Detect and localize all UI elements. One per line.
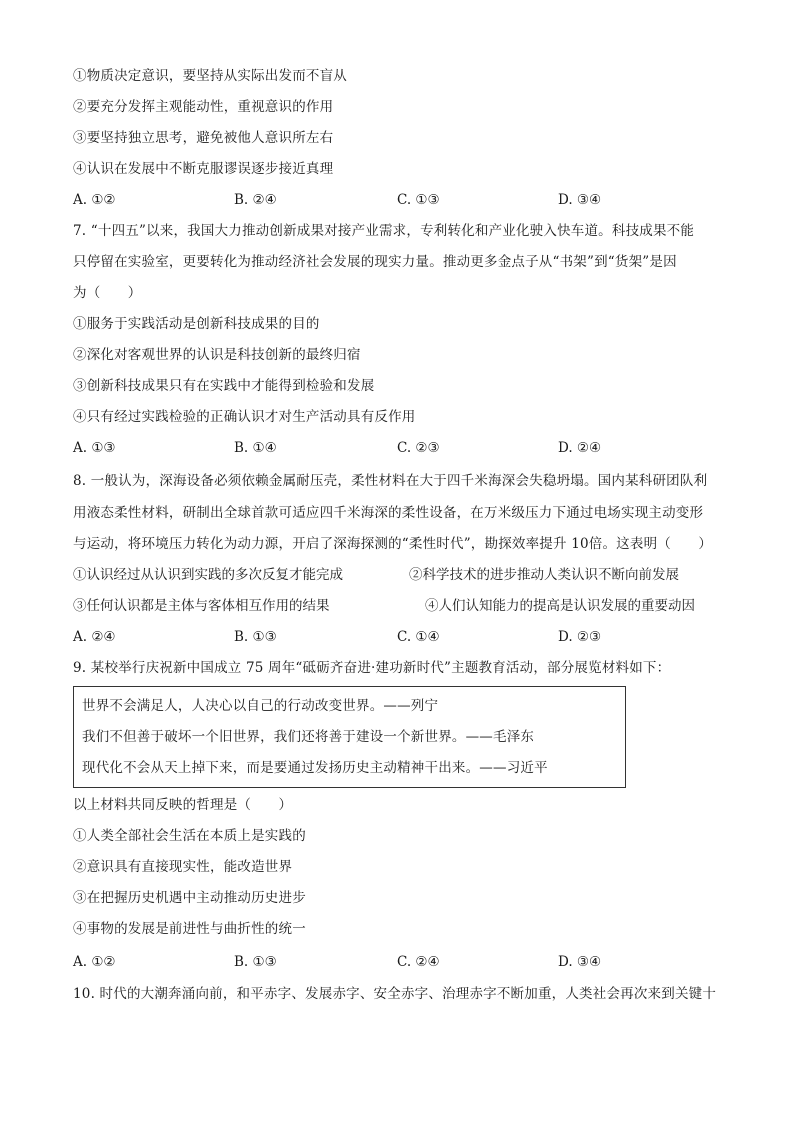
q7-item-2: ②深化对客观世界的认识是科技创新的最终归宿: [73, 347, 361, 363]
q8-stem-line-3: 与运动，将环境压力转化为动力源，开启了深海探测的“柔性时代”，勘探效率提升 10倍。这表明（ ）: [73, 536, 713, 552]
q7-option-a[interactable]: A. ①③: [73, 440, 116, 456]
q9-item-3: ③在把握历史机遇中主动推动历史进步: [73, 890, 306, 906]
q9-option-a[interactable]: A. ①②: [73, 954, 116, 970]
s6-option-a[interactable]: A. ①②: [73, 192, 116, 208]
q7-option-c[interactable]: C. ②③: [397, 440, 440, 456]
q8-option-a[interactable]: A. ②④: [73, 629, 116, 645]
q9-option-d[interactable]: D. ③④: [558, 954, 602, 970]
q9-item-2: ②意识具有直接现实性，能改造世界: [73, 859, 293, 875]
s6-item-2: ②要充分发挥主观能动性，重视意识的作用: [73, 99, 334, 115]
q8-item-2: ②科学技术的进步推动人类认识不断向前发展: [409, 567, 679, 583]
q9-quote-1: 世界不会满足人，人决心以自己的行动改变世界。——列宁: [82, 698, 439, 714]
q9-material-box: [73, 686, 626, 788]
q8-option-d[interactable]: D. ②③: [558, 629, 602, 645]
q7-stem-line-1: 7. “十四五”以来，我国大力推动创新成果对接产业需求，专利转化和产业化驶入快车道。科技成果不能: [73, 223, 695, 239]
q9-option-b[interactable]: B. ①③: [234, 954, 277, 970]
q8-option-c[interactable]: C. ①④: [397, 629, 440, 645]
q9-quote-3: 现代化不会从天上掉下来，而是要通过发扬历史主动精神干出来。——习近平: [82, 760, 548, 776]
q9-ask: 以上材料共同反映的哲理是（ ）: [73, 797, 293, 813]
q7-item-4: ④只有经过实践检验的正确认识才对生产活动具有反作用: [73, 409, 416, 425]
q8-item-1: ①认识经过从认识到实践的多次反复才能完成: [73, 567, 343, 583]
q8-stem-line-2: 用液态柔性材料，研制出全球首款可适应四千米海深的柔性设备，在万米级压力下通过电场实现主动变形: [73, 505, 704, 521]
q9-item-1: ①人类全部社会生活在本质上是实践的: [73, 828, 306, 844]
q9-item-4: ④事物的发展是前进性与曲折性的统一: [73, 921, 306, 937]
s6-item-4: ④认识在发展中不断克服谬误逐步接近真理: [73, 161, 334, 177]
q9-quote-2: 我们不但善于破坏一个旧世界，我们还将善于建设一个新世界。——毛泽东: [82, 729, 535, 745]
q7-option-d[interactable]: D. ②④: [558, 440, 602, 456]
s6-item-1: ①物质决定意识，要坚持从实际出发而不盲从: [73, 68, 347, 84]
q10-stem-line-1: 10. 时代的大潮奔涌向前，和平赤字、发展赤字、安全赤字、治理赤字不断加重，人类社会再次来到关键十: [73, 986, 717, 1002]
q8-stem-line-1: 8. 一般认为，深海设备必须依赖金属耐压壳，柔性材料在大于四千米海深会失稳坍塌。国内某科研团队利: [73, 473, 708, 489]
q8-item-4: ④人们认知能力的提高是认识发展的重要动因: [425, 598, 695, 614]
q7-item-1: ①服务于实践活动是创新科技成果的目的: [73, 316, 320, 332]
q7-stem-line-3: 为（ ）: [73, 285, 142, 301]
q9-stem: 9. 某校举行庆祝新中国成立 75 周年“砥砺齐奋进·建功新时代”主题教育活动，部分展览材料如下：: [73, 660, 671, 676]
q9-option-c[interactable]: C. ②④: [397, 954, 440, 970]
s6-item-3: ③要坚持独立思考，避免被他人意识所左右: [73, 130, 334, 146]
q8-option-b[interactable]: B. ①③: [234, 629, 277, 645]
q7-item-3: ③创新科技成果只有在实践中才能得到检验和发展: [73, 378, 375, 394]
q7-option-b[interactable]: B. ①④: [234, 440, 277, 456]
s6-option-c[interactable]: C. ①③: [397, 192, 440, 208]
q8-item-3: ③任何认识都是主体与客体相互作用的结果: [73, 598, 330, 614]
q7-stem-line-2: 只停留在实验室，更要转化为推动经济社会发展的现实力量。推动更多金点子从“书架”到“货架”是因: [73, 254, 677, 270]
s6-option-b[interactable]: B. ②④: [234, 192, 277, 208]
s6-option-d[interactable]: D. ③④: [558, 192, 602, 208]
